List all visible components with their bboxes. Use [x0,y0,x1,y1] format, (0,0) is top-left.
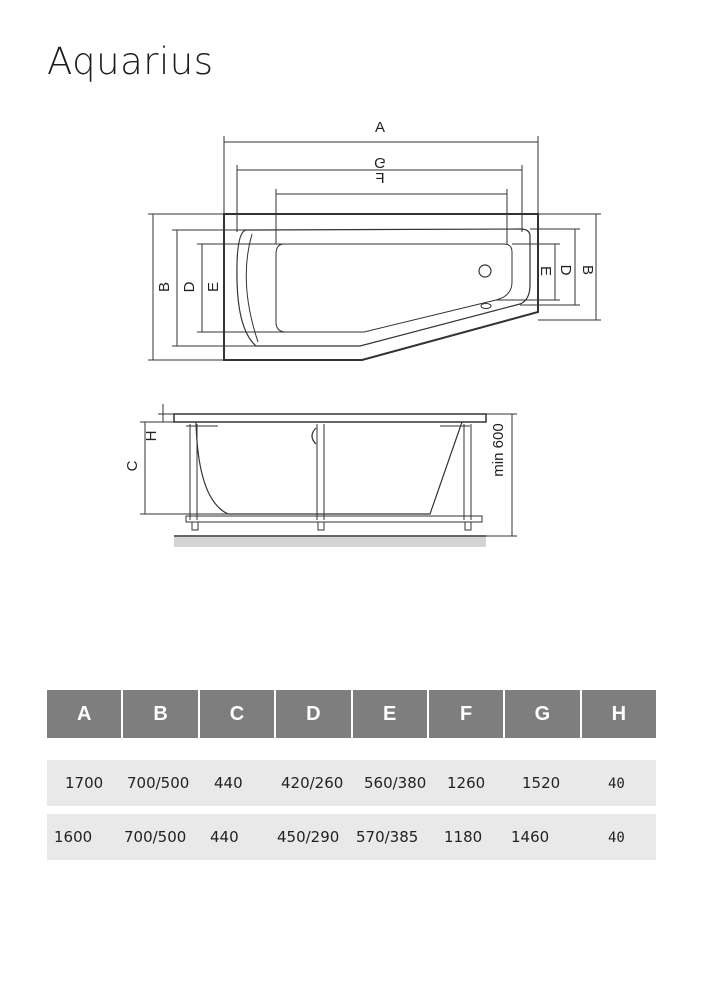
dim-label-b-right: B [579,264,596,276]
table-cell: 560/380 [364,774,427,792]
dim-label-d-right: D [557,264,574,276]
floor-shading [174,537,486,547]
header-cell: H [582,690,656,738]
header-cell: B [123,690,197,738]
dim-label-f: F [375,170,385,187]
dim-label-b-left: B [156,281,173,293]
dim-label-min-height: min 600 [490,423,507,477]
header-cell: D [276,690,350,738]
table-cell: 440 [214,774,243,792]
table-cell: 420/260 [281,774,344,792]
table-cell: 700/500 [127,774,190,792]
side-view [140,404,517,536]
table-cell: 1180 [444,828,483,846]
header-cell: C [200,690,274,738]
dim-label-h: H [143,430,160,442]
table-cell: 1600 [54,828,93,846]
table-cell: 450/290 [277,828,340,846]
dim-label-d-left: D [181,281,198,293]
dim-label-e-left: E [205,281,222,293]
table-cell: 1260 [447,774,486,792]
table-cell: 1700 [65,774,104,792]
dim-label-a: A [374,119,386,136]
header-cell: G [505,690,579,738]
dim-label-c: C [124,460,141,472]
table-cell: 40 [608,830,625,846]
table-cell: 40 [608,776,625,792]
table-cell: 700/500 [124,828,187,846]
table-cell: 570/385 [356,828,419,846]
header-cell: F [429,690,503,738]
dimensions-table [47,690,656,846]
dim-label-g: G [374,154,386,171]
table-header [47,690,656,738]
table-row [47,814,656,860]
table-cell: 1460 [511,828,550,846]
dim-label-e-right: E [537,265,554,277]
page-title: Aquarius [47,40,214,83]
table-cell: 440 [210,828,239,846]
table-row [47,760,656,806]
header-cell: E [353,690,427,738]
header-cell: A [47,690,121,738]
table-cell: 1520 [522,774,561,792]
